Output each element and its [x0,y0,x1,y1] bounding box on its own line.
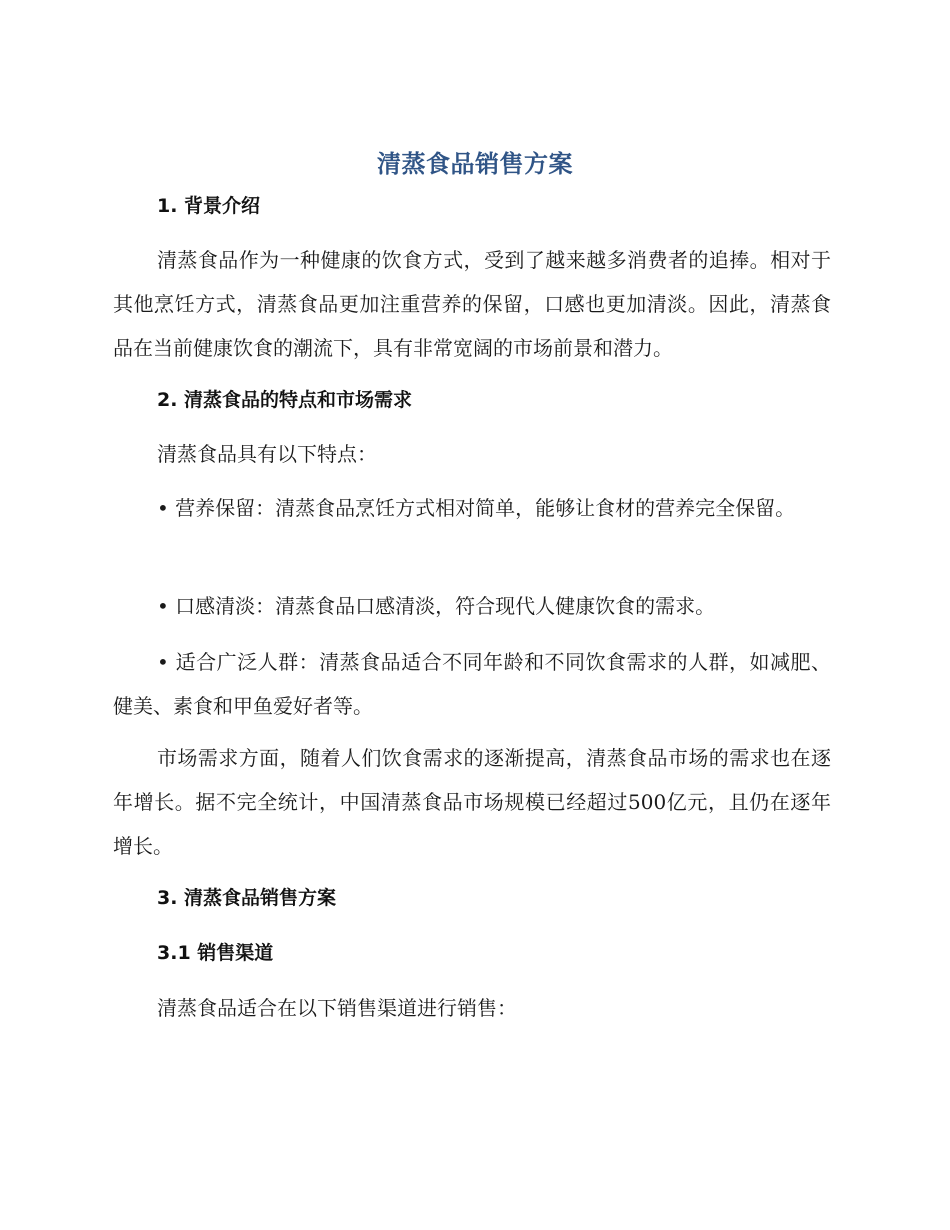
subsection-heading-sales-channels: 3.1 销售渠道 [157,942,274,964]
market-demand-paragraph: 市场需求方面，随着人们饮食需求的逐渐提高，清蒸食品市场的需求也在逐年增长。据不完全统计，中国清蒸食品市场规模已经超过500亿元，且仍在逐年增长。 [113,746,831,858]
document-title: 清蒸食品销售方案 [377,150,573,178]
section-heading-features: 2. 清蒸食品的特点和市场需求 [157,389,413,411]
section-heading-background: 1. 背景介绍 [157,195,261,217]
sales-channels-intro-paragraph: 清蒸食品适合在以下销售渠道进行销售： [157,996,517,1020]
feature-bullet-audience: • 适合广泛人群：清蒸食品适合不同年龄和不同饮食需求的人群，如减肥、健美、素食和甲鱼爱好者等。 [113,650,831,718]
background-paragraph: 清蒸食品作为一种健康的饮食方式，受到了越来越多消费者的追捧。相对于其他烹饪方式，清蒸食品更加注重营养的保留，口感也更加清淡。因此，清蒸食品在当前健康饮食的潮流下，具有非常宽阔的市场前景和潜力。 [113,248,831,360]
features-intro-paragraph: 清蒸食品具有以下特点： [157,442,377,466]
feature-bullet-nutrition: • 营养保留：清蒸食品烹饪方式相对简单，能够让食材的营养完全保留。 [157,496,796,520]
feature-bullet-taste: • 口感清淡：清蒸食品口感清淡，符合现代人健康饮食的需求。 [157,594,716,618]
section-heading-sales-plan: 3. 清蒸食品销售方案 [157,887,337,909]
